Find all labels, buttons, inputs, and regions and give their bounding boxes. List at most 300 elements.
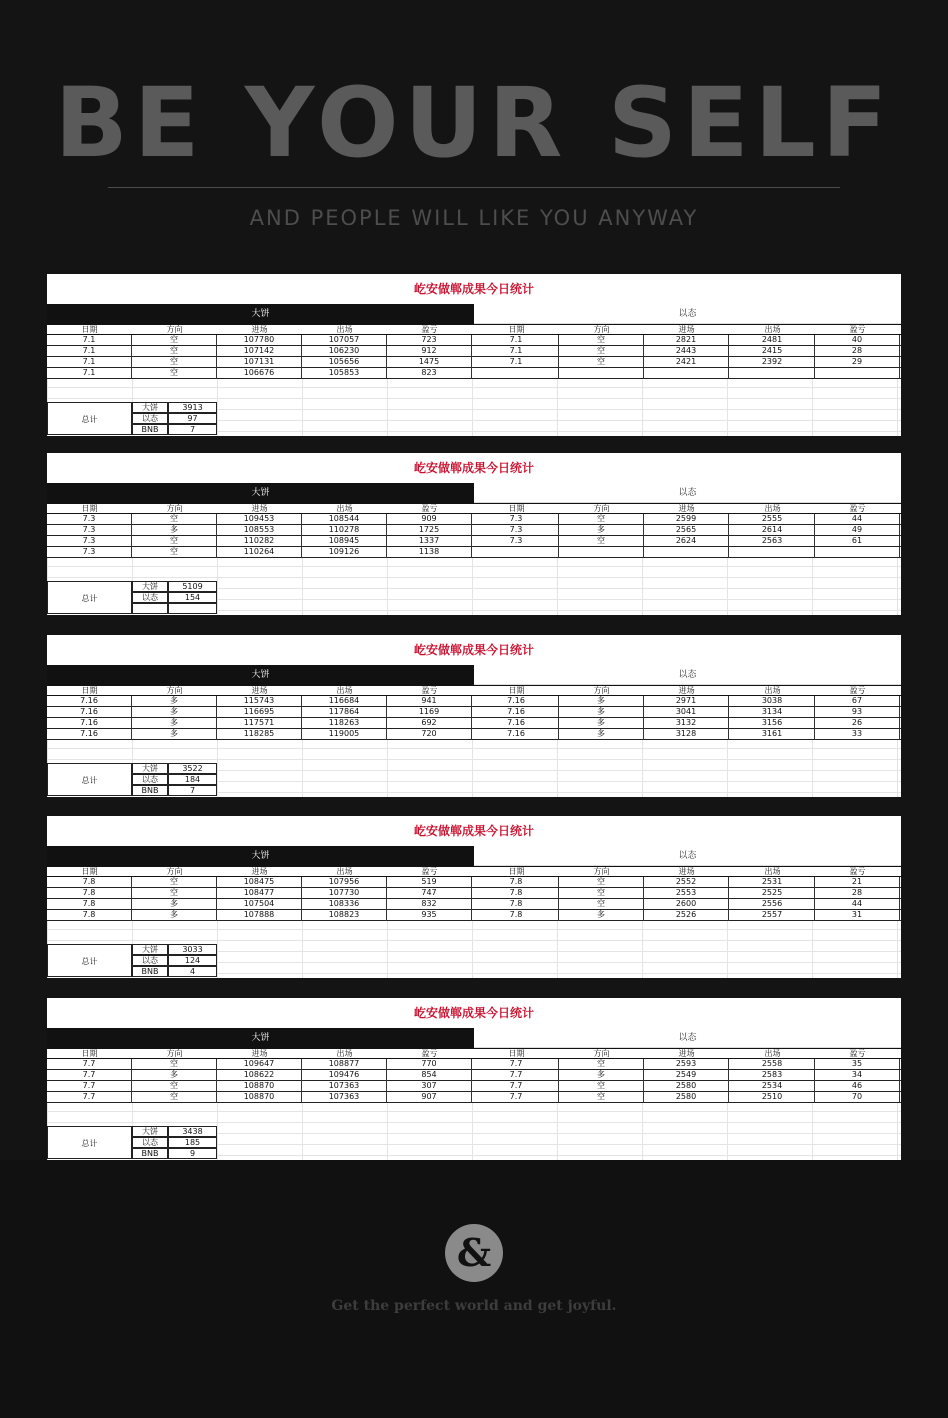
- table-cell: 116684: [302, 696, 387, 707]
- table-cell: 107131: [217, 357, 302, 368]
- total-value: 3438: [168, 1126, 217, 1137]
- column-header: 日期: [508, 325, 525, 334]
- table-cell: 107504: [217, 899, 302, 910]
- table-cell: 106230: [302, 346, 387, 357]
- table-cell: 108553: [217, 525, 302, 536]
- table-cell: 31: [815, 910, 900, 921]
- table-cell: 107363: [302, 1081, 387, 1092]
- table-row: [47, 877, 901, 888]
- table-cell: 多: [132, 696, 217, 707]
- table-cell: 28: [815, 888, 900, 899]
- table-cell: 21: [815, 877, 900, 888]
- column-header: 出场: [336, 686, 353, 695]
- table-cell: 多: [559, 1070, 644, 1081]
- table-cell: 7.1: [474, 357, 559, 368]
- table-cell: 7.7: [47, 1092, 132, 1103]
- table-cell: 107057: [302, 335, 387, 346]
- table-cell: 7.16: [47, 707, 132, 718]
- total-value: 3033: [168, 944, 217, 955]
- table-row: [47, 1081, 901, 1092]
- column-header: 方向: [593, 867, 610, 876]
- table-cell: 107363: [302, 1092, 387, 1103]
- table-cell: 116695: [217, 707, 302, 718]
- table-cell: 2555: [730, 514, 815, 525]
- table-cell: 2821: [644, 335, 729, 346]
- table-cell: 多: [559, 696, 644, 707]
- table-row: [47, 346, 901, 357]
- table-cell: 692: [387, 718, 472, 729]
- table-cell: 723: [387, 335, 472, 346]
- column-header-row: [47, 685, 901, 696]
- table-cell: 3128: [644, 729, 729, 740]
- column-header: 日期: [81, 504, 98, 513]
- group-header-right: 以态: [474, 483, 901, 503]
- table-cell: 多: [559, 718, 644, 729]
- table-row: [47, 536, 901, 547]
- column-header: 出场: [764, 325, 781, 334]
- table-cell: 2510: [730, 1092, 815, 1103]
- table-cell: 40: [815, 335, 900, 346]
- table-cell: 多: [559, 525, 644, 536]
- table-cell: 多: [132, 707, 217, 718]
- table-cell: 空: [559, 1081, 644, 1092]
- table-cell: 109126: [302, 547, 387, 558]
- column-header: 进场: [678, 1049, 695, 1058]
- table-cell: 多: [559, 729, 644, 740]
- table-cell: 34: [815, 1070, 900, 1081]
- group-header-right: 以态: [474, 1028, 901, 1048]
- table-cell: 108877: [302, 1059, 387, 1070]
- table-cell: 7.1: [47, 346, 132, 357]
- table-cell: 7.7: [47, 1070, 132, 1081]
- group-header-left: 大饼: [47, 304, 474, 324]
- table-cell: 46: [815, 1081, 900, 1092]
- table-cell: 3161: [730, 729, 815, 740]
- spreadsheet-5: [47, 998, 901, 1160]
- column-header-row: [47, 324, 901, 335]
- table-cell: 7.1: [474, 346, 559, 357]
- table-cell: 空: [132, 1081, 217, 1092]
- table-cell: 7.8: [474, 910, 559, 921]
- column-header: 方向: [166, 325, 183, 334]
- table-cell: 3041: [644, 707, 729, 718]
- table-cell: 108622: [217, 1070, 302, 1081]
- total-value: 4: [168, 966, 217, 977]
- table-cell: 7.7: [474, 1059, 559, 1070]
- column-header: 进场: [251, 504, 268, 513]
- table-cell: 1337: [387, 536, 472, 547]
- table-cell: 108544: [302, 514, 387, 525]
- table-cell: 7.16: [47, 718, 132, 729]
- table-row: [47, 547, 901, 558]
- table-cell: 26: [815, 718, 900, 729]
- column-header: 日期: [508, 504, 525, 513]
- column-header: 进场: [678, 686, 695, 695]
- total-label: 总计: [47, 1126, 132, 1159]
- column-header: 日期: [508, 686, 525, 695]
- table-cell: 2580: [644, 1081, 729, 1092]
- column-header: 日期: [508, 867, 525, 876]
- table-cell: 7.16: [47, 696, 132, 707]
- total-key: 大饼: [132, 944, 168, 955]
- table-cell: 105656: [302, 357, 387, 368]
- table-cell: 空: [559, 1092, 644, 1103]
- headline: BE YOUR SELF: [54, 67, 894, 179]
- table-cell: 28: [815, 346, 900, 357]
- table-cell: 空: [559, 1059, 644, 1070]
- table-cell: 118285: [217, 729, 302, 740]
- table-cell: 519: [387, 877, 472, 888]
- table-cell: 70: [815, 1092, 900, 1103]
- table-cell: 7.16: [474, 718, 559, 729]
- table-cell: 7.1: [47, 335, 132, 346]
- table-cell: 7.16: [47, 729, 132, 740]
- table-cell: [730, 368, 815, 379]
- table-cell: 105853: [302, 368, 387, 379]
- total-label: 总计: [47, 944, 132, 977]
- table-cell: 44: [815, 514, 900, 525]
- table-cell: 多: [132, 1070, 217, 1081]
- table-row: [47, 888, 901, 899]
- table-cell: 61: [815, 536, 900, 547]
- column-header-row: [47, 866, 901, 877]
- total-value: 5109: [168, 581, 217, 592]
- total-value: [168, 603, 217, 614]
- table-row: [47, 1059, 901, 1070]
- total-value: 3913: [168, 402, 217, 413]
- table-cell: 7.8: [47, 877, 132, 888]
- column-header: 进场: [251, 867, 268, 876]
- table-row: [47, 514, 901, 525]
- table-cell: 1725: [387, 525, 472, 536]
- table-cell: 2563: [730, 536, 815, 547]
- table-cell: 空: [559, 346, 644, 357]
- table-cell: 7.8: [474, 877, 559, 888]
- table-cell: 854: [387, 1070, 472, 1081]
- total-value: 7: [168, 785, 217, 796]
- total-label: 总计: [47, 402, 132, 435]
- column-header: 方向: [166, 504, 183, 513]
- column-header: 方向: [593, 1049, 610, 1058]
- table-cell: 空: [559, 357, 644, 368]
- total-value: 124: [168, 955, 217, 966]
- table-row: [47, 718, 901, 729]
- table-cell: 119005: [302, 729, 387, 740]
- table-cell: 110278: [302, 525, 387, 536]
- table-cell: 1138: [387, 547, 472, 558]
- table-cell: 107888: [217, 910, 302, 921]
- table-cell: 2614: [730, 525, 815, 536]
- table-cell: 7.7: [474, 1081, 559, 1092]
- table-cell: 2415: [730, 346, 815, 357]
- group-header-right: 以态: [474, 846, 901, 866]
- table-cell: 832: [387, 899, 472, 910]
- sheet-title: 屹安做郸成果今日统计: [47, 453, 901, 483]
- total-value: 184: [168, 774, 217, 785]
- total-value: 7: [168, 424, 217, 435]
- total-key: 以态: [132, 1137, 168, 1148]
- column-header: 进场: [251, 1049, 268, 1058]
- table-cell: 107142: [217, 346, 302, 357]
- table-row: [47, 696, 901, 707]
- table-cell: 93: [815, 707, 900, 718]
- table-row: [47, 899, 901, 910]
- table-cell: 7.3: [474, 536, 559, 547]
- column-header: 盈亏: [421, 504, 438, 513]
- table-cell: 307: [387, 1081, 472, 1092]
- column-header: 出场: [764, 686, 781, 695]
- table-cell: 823: [387, 368, 472, 379]
- table-cell: 7.3: [47, 547, 132, 558]
- total-key: 以态: [132, 592, 168, 603]
- table-cell: 空: [132, 514, 217, 525]
- total-key: 大饼: [132, 1126, 168, 1137]
- table-cell: 7.16: [474, 696, 559, 707]
- table-cell: 7.1: [47, 368, 132, 379]
- table-cell: 770: [387, 1059, 472, 1070]
- table-cell: 2565: [644, 525, 729, 536]
- table-cell: 117864: [302, 707, 387, 718]
- table-cell: 2599: [644, 514, 729, 525]
- total-key: BNB: [132, 1148, 168, 1159]
- table-row: [47, 335, 901, 346]
- table-cell: 941: [387, 696, 472, 707]
- column-header: 盈亏: [849, 686, 866, 695]
- table-cell: 109647: [217, 1059, 302, 1070]
- table-cell: [815, 547, 900, 558]
- table-cell: 2624: [644, 536, 729, 547]
- table-cell: 3156: [730, 718, 815, 729]
- table-cell: 1169: [387, 707, 472, 718]
- table-cell: 108477: [217, 888, 302, 899]
- column-header: 进场: [678, 325, 695, 334]
- group-header-left: 大饼: [47, 1028, 474, 1048]
- total-key: BNB: [132, 785, 168, 796]
- table-row: [47, 910, 901, 921]
- column-header: 日期: [81, 686, 98, 695]
- table-cell: 108945: [302, 536, 387, 547]
- table-cell: 108823: [302, 910, 387, 921]
- table-cell: 空: [132, 357, 217, 368]
- table-cell: 720: [387, 729, 472, 740]
- table-cell: 49: [815, 525, 900, 536]
- column-header: 盈亏: [849, 504, 866, 513]
- table-cell: [644, 368, 729, 379]
- table-row: [47, 368, 901, 379]
- column-header: 进场: [251, 686, 268, 695]
- table-cell: 107956: [302, 877, 387, 888]
- table-cell: 2556: [730, 899, 815, 910]
- table-cell: 108475: [217, 877, 302, 888]
- table-cell: 7.8: [47, 910, 132, 921]
- table-cell: 907: [387, 1092, 472, 1103]
- table-row: [47, 729, 901, 740]
- column-header: 出场: [336, 867, 353, 876]
- table-cell: 2534: [730, 1081, 815, 1092]
- total-value: 154: [168, 592, 217, 603]
- table-cell: 空: [132, 368, 217, 379]
- subline: AND PEOPLE WILL LIKE YOU ANYWAY: [249, 206, 699, 230]
- table-cell: 空: [559, 877, 644, 888]
- table-cell: 7.8: [474, 888, 559, 899]
- column-header-row: [47, 1048, 901, 1059]
- column-header: 日期: [81, 1049, 98, 1058]
- table-row: [47, 707, 901, 718]
- table-row: [47, 357, 901, 368]
- table-cell: 多: [132, 718, 217, 729]
- headline-divider: [108, 187, 840, 188]
- total-label: 总计: [47, 581, 132, 614]
- sheet-title: 屹安做郸成果今日统计: [47, 635, 901, 665]
- table-cell: 107780: [217, 335, 302, 346]
- table-cell: 7.3: [47, 536, 132, 547]
- table-cell: 107730: [302, 888, 387, 899]
- table-cell: 空: [559, 888, 644, 899]
- column-header: 进场: [678, 504, 695, 513]
- column-header: 方向: [166, 1049, 183, 1058]
- table-cell: 空: [132, 547, 217, 558]
- table-cell: 7.7: [47, 1059, 132, 1070]
- table-cell: 7.3: [474, 514, 559, 525]
- table-cell: 7.7: [474, 1092, 559, 1103]
- table-cell: 7.8: [47, 899, 132, 910]
- table-cell: 多: [132, 899, 217, 910]
- table-cell: 2392: [730, 357, 815, 368]
- column-header: 日期: [508, 1049, 525, 1058]
- table-cell: [559, 547, 644, 558]
- column-header: 方向: [166, 867, 183, 876]
- table-cell: 117571: [217, 718, 302, 729]
- total-key: BNB: [132, 966, 168, 977]
- table-cell: 2481: [730, 335, 815, 346]
- table-cell: 空: [132, 1059, 217, 1070]
- table-cell: 3134: [730, 707, 815, 718]
- table-cell: [474, 368, 559, 379]
- sheet-title: 屹安做郸成果今日统计: [47, 998, 901, 1028]
- column-header: 盈亏: [421, 1049, 438, 1058]
- total-key: 大饼: [132, 402, 168, 413]
- table-cell: 2549: [644, 1070, 729, 1081]
- table-cell: 7.3: [47, 514, 132, 525]
- table-cell: 7.7: [474, 1070, 559, 1081]
- table-cell: 108870: [217, 1092, 302, 1103]
- table-cell: 2971: [644, 696, 729, 707]
- table-cell: 2600: [644, 899, 729, 910]
- column-header: 盈亏: [421, 686, 438, 695]
- table-row: [47, 1092, 901, 1103]
- table-cell: 空: [559, 899, 644, 910]
- table-cell: 7.3: [47, 525, 132, 536]
- table-cell: 空: [132, 536, 217, 547]
- table-cell: 747: [387, 888, 472, 899]
- table-cell: 912: [387, 346, 472, 357]
- table-cell: 7.16: [474, 707, 559, 718]
- table-cell: 108336: [302, 899, 387, 910]
- table-cell: 110282: [217, 536, 302, 547]
- group-header-left: 大饼: [47, 846, 474, 866]
- column-header: 出场: [336, 504, 353, 513]
- table-cell: [644, 547, 729, 558]
- table-cell: 7.7: [47, 1081, 132, 1092]
- total-value: 9: [168, 1148, 217, 1159]
- table-cell: 67: [815, 696, 900, 707]
- column-header: 盈亏: [421, 867, 438, 876]
- total-key: 大饼: [132, 581, 168, 592]
- table-cell: [559, 368, 644, 379]
- tagline: Get the perfect world and get joyful.: [331, 1298, 617, 1314]
- column-header: 出场: [764, 504, 781, 513]
- table-cell: 110264: [217, 547, 302, 558]
- total-label: 总计: [47, 763, 132, 796]
- total-key: 大饼: [132, 763, 168, 774]
- table-cell: 多: [559, 707, 644, 718]
- sheet-title: 屹安做郸成果今日统计: [47, 274, 901, 304]
- table-cell: 33: [815, 729, 900, 740]
- group-header-right: 以态: [474, 304, 901, 324]
- column-header: 盈亏: [849, 867, 866, 876]
- table-cell: 多: [559, 910, 644, 921]
- table-cell: 空: [132, 888, 217, 899]
- table-row: [47, 525, 901, 536]
- table-cell: 2552: [644, 877, 729, 888]
- spreadsheet-2: [47, 453, 901, 615]
- table-cell: 多: [132, 525, 217, 536]
- column-header: 方向: [593, 504, 610, 513]
- table-cell: 109476: [302, 1070, 387, 1081]
- column-header: 出场: [336, 325, 353, 334]
- column-header: 日期: [81, 867, 98, 876]
- table-cell: 909: [387, 514, 472, 525]
- group-header-left: 大饼: [47, 665, 474, 685]
- table-cell: 7.1: [47, 357, 132, 368]
- footer-background: [0, 1160, 948, 1418]
- table-cell: 44: [815, 899, 900, 910]
- table-cell: 7.16: [474, 729, 559, 740]
- table-cell: 106676: [217, 368, 302, 379]
- column-header: 日期: [81, 325, 98, 334]
- column-header: 方向: [593, 686, 610, 695]
- column-header: 盈亏: [421, 325, 438, 334]
- table-cell: 3132: [644, 718, 729, 729]
- table-cell: 空: [132, 335, 217, 346]
- table-cell: 2421: [644, 357, 729, 368]
- column-header: 方向: [166, 686, 183, 695]
- table-cell: 2525: [730, 888, 815, 899]
- table-cell: 109453: [217, 514, 302, 525]
- table-cell: [815, 368, 900, 379]
- column-header: 方向: [593, 325, 610, 334]
- table-cell: 空: [132, 1092, 217, 1103]
- group-header-left: 大饼: [47, 483, 474, 503]
- table-cell: 多: [132, 910, 217, 921]
- table-cell: 空: [559, 536, 644, 547]
- table-cell: 1475: [387, 357, 472, 368]
- table-cell: 115743: [217, 696, 302, 707]
- table-row: [47, 1070, 901, 1081]
- table-cell: 2557: [730, 910, 815, 921]
- table-cell: 2583: [730, 1070, 815, 1081]
- column-header: 出场: [336, 1049, 353, 1058]
- spreadsheet-1: [47, 274, 901, 436]
- total-key: BNB: [132, 424, 168, 435]
- group-header-right: 以态: [474, 665, 901, 685]
- column-header: 进场: [251, 325, 268, 334]
- column-header: 盈亏: [849, 1049, 866, 1058]
- column-header: 出场: [764, 1049, 781, 1058]
- table-cell: 2558: [730, 1059, 815, 1070]
- table-cell: 7.8: [474, 899, 559, 910]
- table-cell: 35: [815, 1059, 900, 1070]
